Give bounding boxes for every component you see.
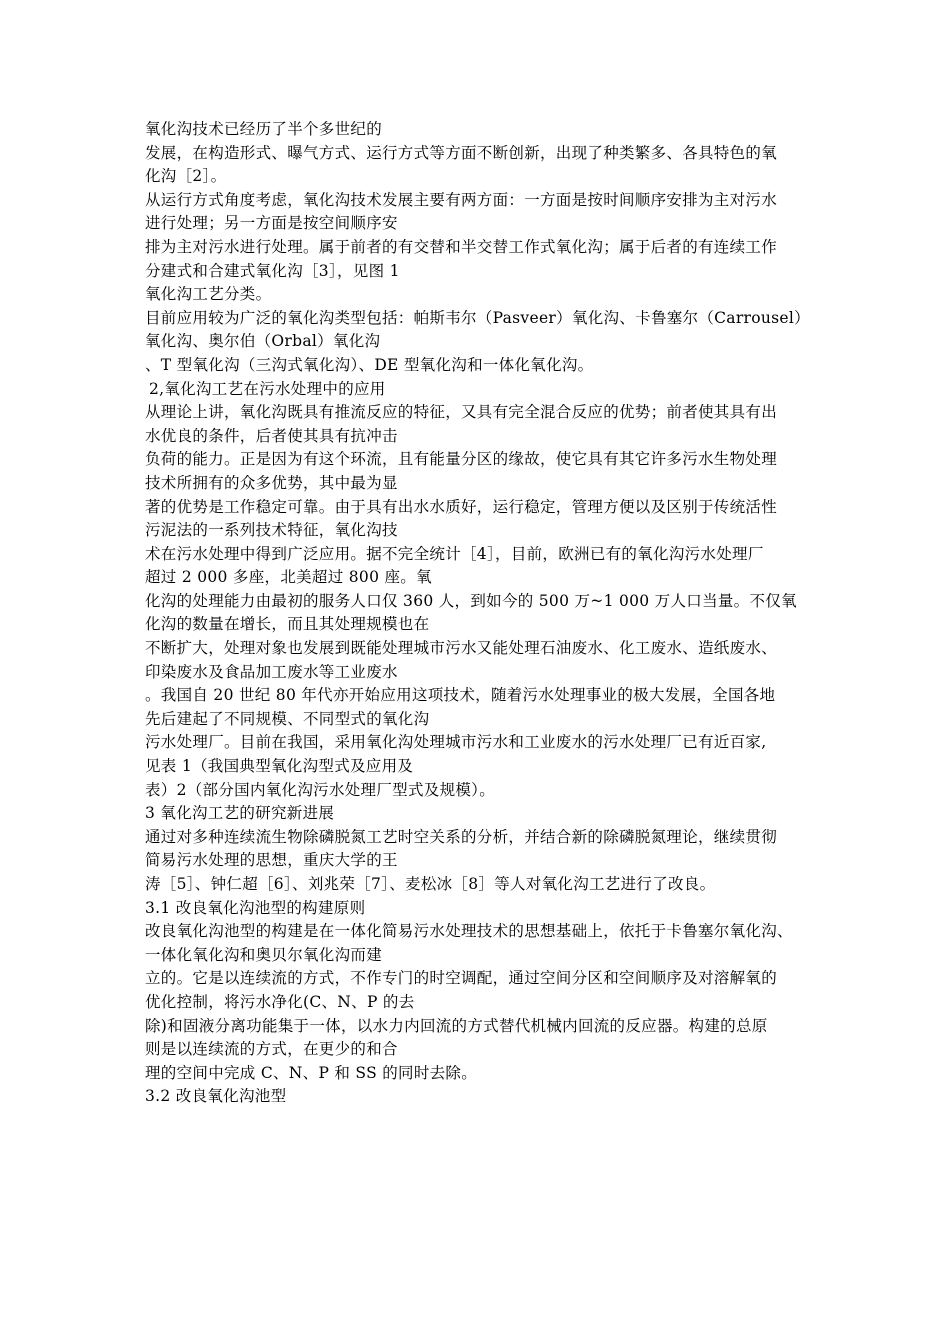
- text-line: 著的优势是工作稳定可靠。由于具有出水水质好，运行稳定，管理方便以及区别于传统活性: [145, 497, 778, 516]
- text-line: 先后建起了不同规模、不同型式的氧化沟: [145, 709, 430, 728]
- text-line: 。我国自 20 世纪 80 年代亦开始应用这项技术，随着污水处理事业的极大发展，全国各地: [145, 686, 776, 705]
- text-line: 通过对多种连续流生物除磷脱氮工艺时空关系的分析，并结合新的除磷脱氮理论，继续贯彻: [145, 827, 778, 846]
- text-line: 污泥法的一系列技术特征，氧化沟技: [145, 521, 398, 540]
- text-line: 不断扩大，处理对象也发展到既能处理城市污水又能处理石油废水、化工废水、造纸废水、: [145, 639, 778, 658]
- text-line: 氧化沟工艺分类。: [145, 285, 272, 304]
- text-line: 优化控制，将污水净化(C、N、P 的去: [145, 992, 415, 1011]
- text-line: 超过 2 000 多座，北美超过 800 座。氧: [145, 568, 432, 587]
- text-line: 化沟［2］。: [145, 167, 227, 186]
- text-line: 改良氧化沟池型的构建是在一体化简易污水处理技术的思想基础上，依托于卡鲁塞尔氧化沟、: [145, 922, 793, 941]
- section-heading: 3 氧化沟工艺的研究新进展: [145, 804, 335, 823]
- text-line: 一体化氧化沟和奥贝尔氧化沟而建: [145, 945, 383, 964]
- text-line: 除)和固液分离功能集于一体，以水力内回流的方式替代机械内回流的反应器。构建的总原: [145, 1016, 768, 1035]
- text-line: 、T 型氧化沟（三沟式氧化沟）、DE 型氧化沟和一体化氧化沟。: [145, 355, 594, 374]
- text-line: 立的。它是以连续流的方式，不作专门的时空调配，通过空间分区和空间顺序及对溶解氧的: [145, 969, 778, 988]
- text-line: 印染废水及食品加工废水等工业废水: [145, 662, 398, 681]
- text-line: 目前应用较为广泛的氧化沟类型包括：帕斯韦尔（Pasveer）氧化沟、卡鲁塞尔（Carrousel）: [145, 308, 810, 327]
- text-line: 排为主对污水进行处理。属于前者的有交替和半交替工作式氧化沟；属于后者的有连续工作: [145, 237, 778, 256]
- text-line: 从运行方式角度考虑，氧化沟技术发展主要有两方面：一方面是按时间顺序安排为主对污水: [145, 190, 778, 209]
- text-line: 进行处理；另一方面是按空间顺序安: [145, 214, 398, 233]
- text-line: 氧化沟、奥尔伯（Orbal）氧化沟: [145, 332, 381, 351]
- text-line: 简易污水处理的思想，重庆大学的王: [145, 851, 398, 870]
- text-line: 污水处理厂。目前在我国，采用氧化沟处理城市污水和工业废水的污水处理厂已有近百家,: [145, 733, 767, 752]
- document-body: [145, 118, 825, 1109]
- text-line: 从理论上讲，氧化沟既具有推流反应的特征，又具有完全混合反应的优势；前者使其具有出: [145, 403, 778, 422]
- text-line: 化沟的处理能力由最初的服务人口仅 360 人，到如今的 500 万~1 000 万人口当量。不仅氧: [145, 591, 797, 610]
- text-line: 发展，在构造形式、曝气方式、运行方式等方面不断创新，出现了种类繁多、各具特色的氧: [145, 143, 778, 162]
- text-line: 分建式和合建式氧化沟［3］，见图 1: [145, 261, 400, 280]
- text-line: 则是以连续流的方式，在更少的和合: [145, 1040, 398, 1059]
- text-line: 化沟的数量在增长，而且其处理规模也在: [145, 615, 430, 634]
- text-line: 氧化沟技术已经历了半个多世纪的: [145, 120, 383, 138]
- text-line: 术在污水处理中得到广泛应用。据不完全统计［4］，目前，欧洲已有的氧化沟污水处理厂: [145, 544, 764, 563]
- text-line: 技术所拥有的众多优势，其中最为显: [145, 473, 398, 492]
- subsection-heading: 3.1 改良氧化沟池型的构建原则: [145, 898, 366, 917]
- text-line: 负荷的能力。正是因为有这个环流，且有能量分区的缘故，使它具有其它许多污水生物处理: [145, 450, 778, 469]
- text-line: 表）2（部分国内氧化沟污水处理厂型式及规模）。: [145, 780, 496, 799]
- subsection-heading: 3.2 改良氧化沟池型: [145, 1087, 287, 1106]
- text-line: 见表 1（我国典型氧化沟型式及应用及: [145, 757, 414, 776]
- text-line: 涛［5］、钟仁超［6］、刘兆荣［7］、麦松冰［8］等人对氧化沟工艺进行了改良。: [145, 875, 716, 893]
- section-heading: 2,氧化沟工艺在污水处理中的应用: [149, 379, 386, 398]
- text-line: 理的空间中完成 C、N、P 和 SS 的同时去除。: [145, 1063, 478, 1082]
- text-line: 水优良的条件，后者使其具有抗冲击: [145, 426, 398, 445]
